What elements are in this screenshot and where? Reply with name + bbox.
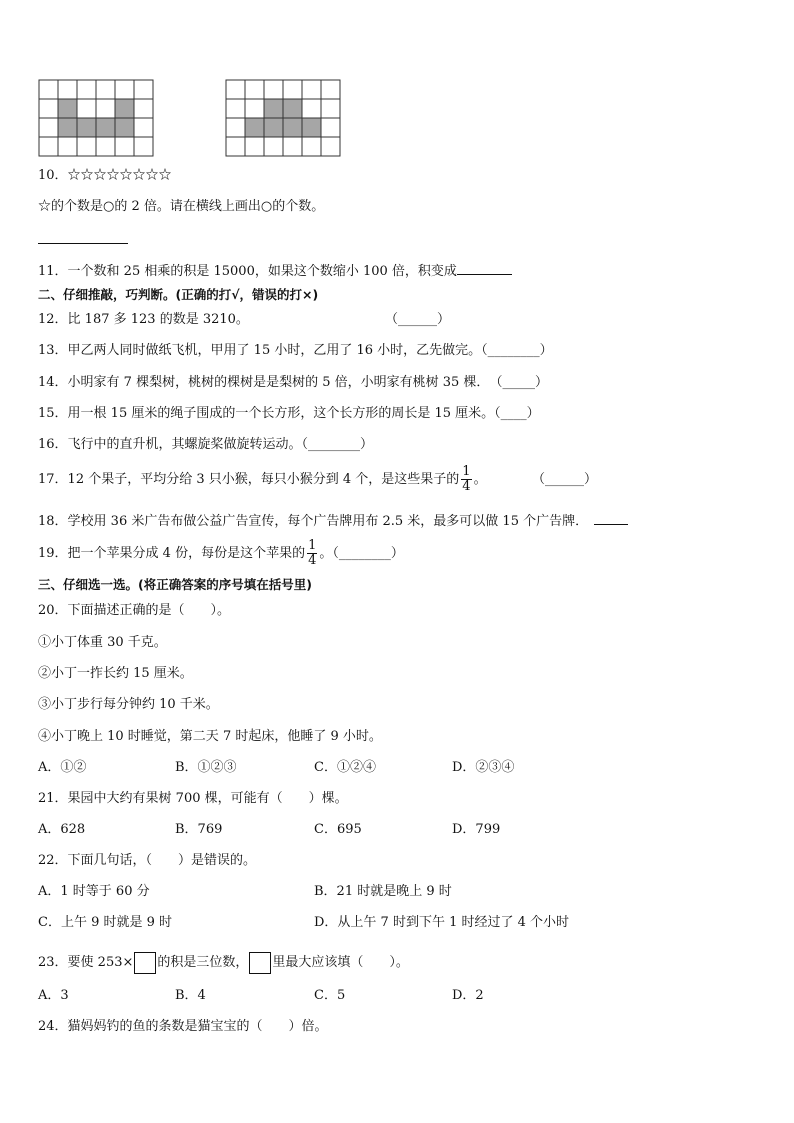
grid-cell-shaded [115,99,134,118]
grid-cell [226,137,245,156]
q23-option-b[interactable]: B．4 [175,988,206,1003]
grid-cell [58,80,77,99]
q23 [38,951,409,975]
q14-answer-bracket[interactable]: （_____） [495,375,548,390]
q21-option-a[interactable]: A．628 [38,822,86,837]
grid-cell-shaded [58,118,77,137]
q17-numerator: 1 [462,464,471,479]
grid-cell-shaded [283,118,302,137]
q23-blank-box-2[interactable] [249,952,271,974]
grid-cell [96,80,115,99]
q17-fraction [461,465,471,494]
q21-text: 21．果园中大约有果树 700 棵，可能有（ ）棵。 [38,791,348,806]
q17 [38,462,487,498]
grid-cell [302,137,321,156]
grid-cell [115,137,134,156]
q10-description: ☆的个数是○的 2 倍。请在横线上画出○的个数。 [38,199,325,214]
q17-answer-bracket[interactable]: （______） [532,472,598,487]
q23-text-1: 23．要使 253× [38,955,134,970]
grid-cell [39,99,58,118]
grid-cell-shaded [96,118,115,137]
grid-cell [77,137,96,156]
grid-cell-shaded [302,118,321,137]
grid-cell-shaded [77,118,96,137]
q19-denominator: 4 [308,553,317,568]
q22-option-d[interactable]: D．从上午 7 时到下午 1 时经过了 4 个小时 [314,915,570,930]
grid-cell [245,99,264,118]
q15-answer-bracket[interactable]: （____） [494,406,540,421]
q22-option-c[interactable]: C．上午 9 时就是 9 时 [38,915,173,930]
q19-answer-bracket[interactable]: （________） [332,546,404,561]
grid-cell [134,80,153,99]
q20-option-d[interactable]: D．②③④ [452,760,515,775]
grid-cell [321,80,340,99]
q20-statement-4: ④小丁晚上 10 时睡觉，第二天 7 时起床，他睡了 9 小时。 [38,729,382,744]
q23-option-a[interactable]: A．3 [38,988,69,1003]
grid-cell [58,137,77,156]
grid-cell [302,80,321,99]
grid-cell-shaded [245,118,264,137]
q11 [38,260,512,281]
q21-option-c[interactable]: C．695 [314,822,362,837]
q24-text: 24．猫妈妈钓的鱼的条数是猫宝宝的（ ）倍。 [38,1019,328,1034]
grid-cell [226,118,245,137]
q20-option-a[interactable]: A．①② [38,760,87,775]
q11-text: 11．一个数和 25 相乘的积是 15000，如果这个数缩小 100 倍，积变成 [38,264,457,279]
grid-cell [39,118,58,137]
q12-answer-bracket[interactable]: （______） [385,312,451,327]
q13 [38,342,553,360]
q18-answer-line[interactable] [594,510,628,525]
q23-option-c[interactable]: C．5 [314,988,346,1003]
grid-cell [264,80,283,99]
grid-cell-shaded [58,99,77,118]
q17-text: 17．12 个果子，平均分给 3 只小猴，每只小猴分到 4 个，是这些果子的 [38,472,460,487]
grid-cell [321,99,340,118]
q19 [38,536,404,572]
q10-stars: 10．☆☆☆☆☆☆☆☆ [38,168,172,183]
q11-answer-line[interactable] [457,260,512,275]
q14 [38,374,548,392]
q10-answer-line[interactable] [38,230,128,244]
grid-figure-left [38,79,154,157]
grid-cell [134,118,153,137]
q13-answer-bracket[interactable]: （________） [481,343,553,358]
q15-text: 15．用一根 15 厘米的绳子围成的一个长方形，这个长方形的周长是 15 厘米。 [38,406,495,421]
q20-statement-1: ①小丁体重 30 千克。 [38,635,167,650]
grid-figure-right [225,79,341,157]
q18-text: 18．学校用 36 米广告布做公益广告宣传，每个广告牌用布 2.5 米，最多可以做 15 个广告牌． [38,514,589,529]
grid-cell [245,80,264,99]
grid-cell [264,137,283,156]
grid-cell-shaded [264,99,283,118]
q19-numerator: 1 [308,538,317,553]
q20-statement-2: ②小丁一拃长约 15 厘米。 [38,666,193,681]
q19-fraction [307,539,317,568]
grid-cell [321,118,340,137]
q23-blank-box-1[interactable] [134,952,156,974]
grid-cell [77,99,96,118]
q16 [38,436,373,454]
q20-text: 20．下面描述正确的是（ ）。 [38,603,231,618]
grid-cell-shaded [264,118,283,137]
section-3-title: 三、仔细选一选。(将正确答案的序号填在括号里) [38,577,312,592]
grid-cell [283,80,302,99]
q22-option-a[interactable]: A．1 时等于 60 分 [38,884,150,899]
q18 [38,510,628,531]
q17-end: 。 [473,472,487,487]
q13-text: 13．甲乙两人同时做纸飞机，甲用了 15 小时，乙用了 16 小时，乙先做完。 [38,343,482,358]
q12-text: 12．比 187 多 123 的数是 3210。 [38,312,249,327]
grid-cell [39,137,58,156]
q23-text-3: 里最大应该填（ ）。 [272,955,409,970]
q16-answer-bracket[interactable]: （________） [301,437,374,452]
q22-option-b[interactable]: B．21 时就是晚上 9 时 [314,884,452,899]
grid-cell [134,137,153,156]
grid-cell-shaded [283,99,302,118]
q21-option-d[interactable]: D．799 [452,822,501,837]
q19-end: 。 [319,546,333,561]
q22-text: 22．下面几句话，（ ）是错误的。 [38,853,257,868]
q21-option-b[interactable]: B．769 [175,822,223,837]
q16-text: 16．飞行中的直升机，其螺旋桨做旋转运动。 [38,437,302,452]
q23-option-d[interactable]: D．2 [452,988,484,1003]
grid-cell-shaded [115,118,134,137]
q17-denominator: 4 [462,479,471,494]
q20-option-b[interactable]: B．①②③ [175,760,237,775]
section-2-title: 二、仔细推敲，巧判断。(正确的打√，错误的打×) [38,287,319,302]
grid-cell [115,80,134,99]
grid-cell [302,99,321,118]
grid-cell [96,99,115,118]
q23-text-2: 的积是三位数， [157,955,249,970]
grid-cell [96,137,115,156]
grid-cell [283,137,302,156]
q20-option-c[interactable]: C．①②④ [314,760,376,775]
grid-cell [226,99,245,118]
grid-cell [226,80,245,99]
grid-cell [245,137,264,156]
q20-statement-3: ③小丁步行每分钟约 10 千米。 [38,697,219,712]
q15 [38,405,540,423]
grid-cell [134,99,153,118]
grid-cell [77,80,96,99]
q14-text: 14．小明家有 7 棵梨树，桃树的棵树是是梨树的 5 倍，小明家有桃树 35 棵． [38,375,483,390]
q19-text: 19．把一个苹果分成 4 份，每份是这个苹果的 [38,546,306,561]
grid-cell [39,80,58,99]
grid-cell [321,137,340,156]
